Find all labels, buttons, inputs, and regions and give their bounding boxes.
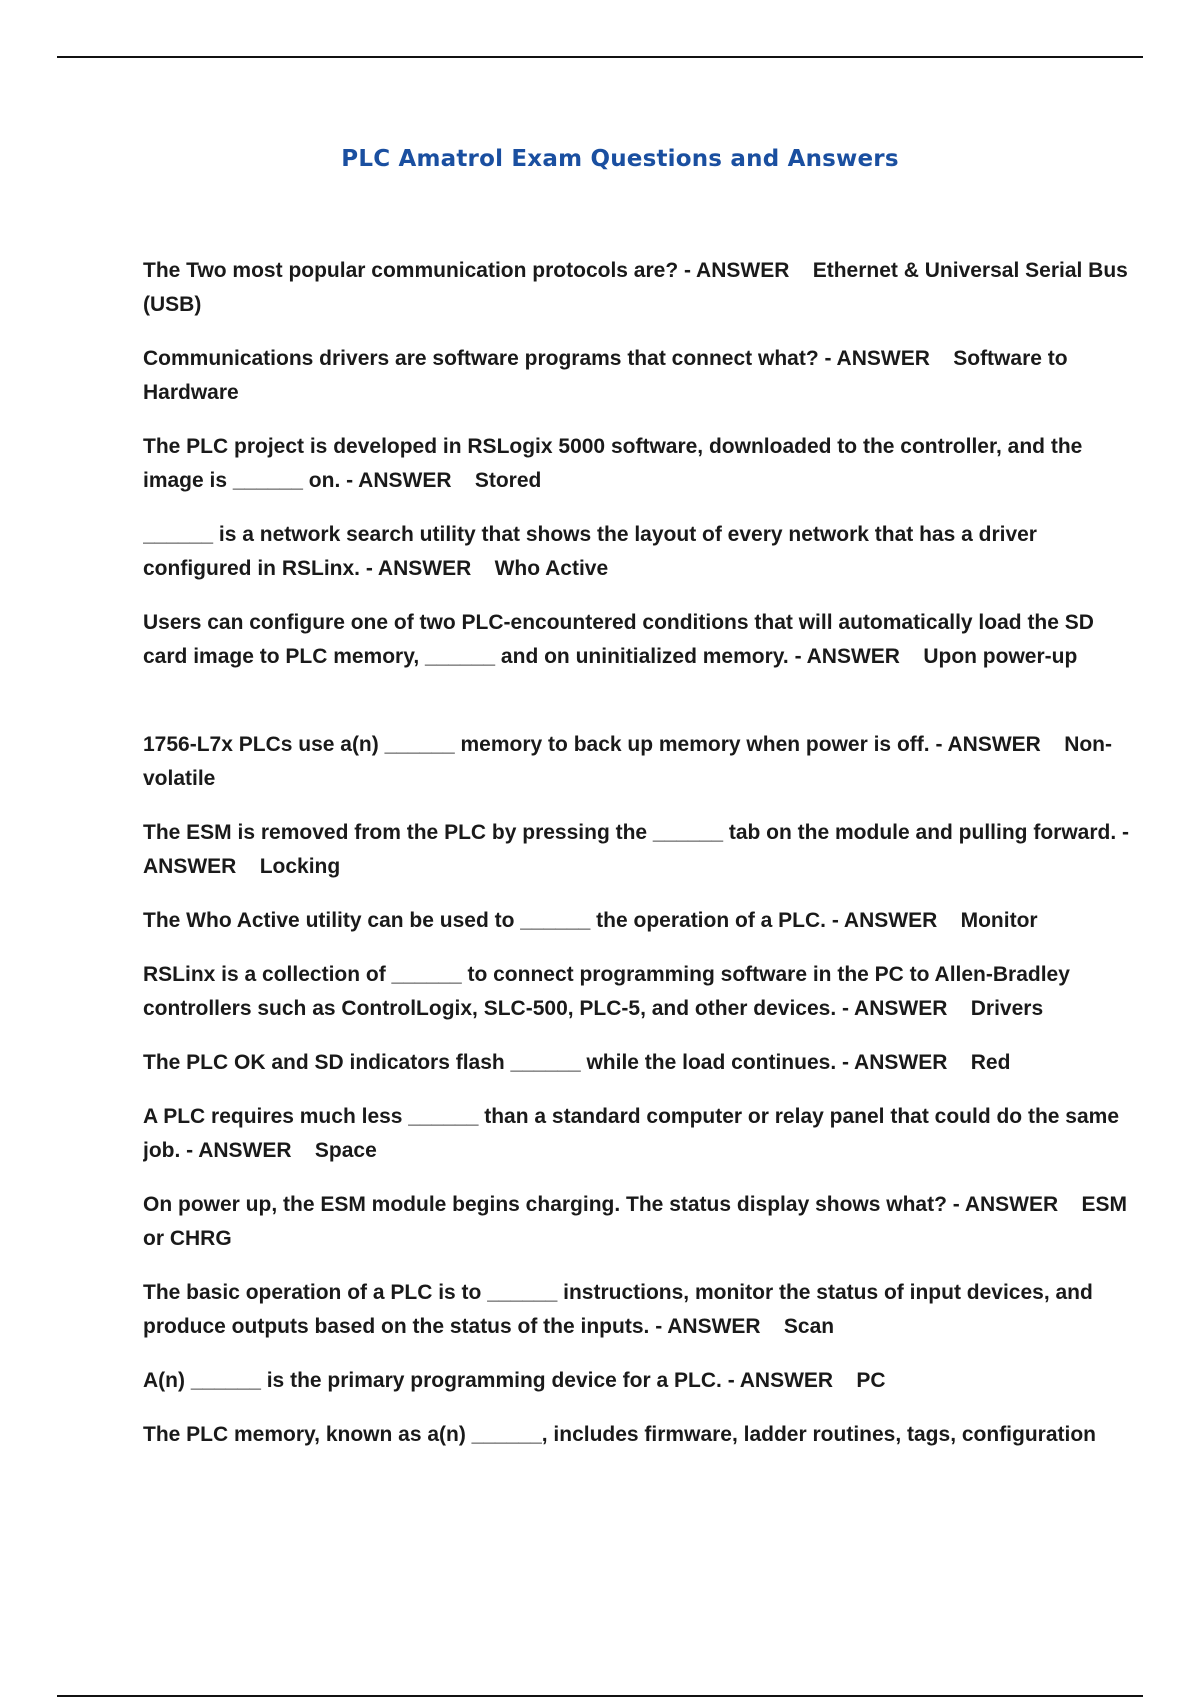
qa-item xyxy=(143,1276,1143,1364)
qa-item xyxy=(143,728,1143,816)
question-text: The basic operation of a PLC is to ______ instructions, monitor the status of input devices, and produce outputs based on the status of the inputs. xyxy=(143,1281,1093,1338)
question-text: The Who Active utility can be used to ______ the operation of a PLC. xyxy=(143,909,827,932)
question-text: The ESM is removed from the PLC by pressing the ______ tab on the module and pulling forward. xyxy=(143,821,1117,844)
answer-marker: - ANSWER xyxy=(842,997,948,1020)
answer-marker: - ANSWER xyxy=(794,645,900,668)
document-title: PLC Amatrol Exam Questions and Answers xyxy=(341,146,899,172)
answer-text: Space xyxy=(314,1139,377,1162)
qa-item xyxy=(143,342,1143,430)
answer-marker: - ANSWER xyxy=(935,733,1041,756)
answer-marker: - ANSWER xyxy=(831,909,938,932)
answer-text: Stored xyxy=(474,469,542,492)
question-text: Users can configure one of two PLC-encountered conditions that will automatically load the SD card image to PLC memory, ______ and on uninitialized memory. xyxy=(143,611,1094,668)
qa-item xyxy=(143,430,1143,518)
qa-item xyxy=(143,1418,1143,1458)
question-text: The PLC memory, known as a(n) ______, includes firmware, ladder routines, tags, configuration xyxy=(143,1423,1097,1446)
qa-item xyxy=(143,816,1143,904)
answer-text: PC xyxy=(856,1369,886,1392)
answer-text: Upon power-up xyxy=(923,645,1078,668)
answer-text: Red xyxy=(970,1051,1011,1074)
answer-text: Locking xyxy=(259,855,341,878)
answer-marker: - ANSWER xyxy=(727,1369,834,1392)
question-text: The PLC project is developed in RSLogix 5000 software, downloaded to the controller, and the image is ______ on. xyxy=(143,435,1083,492)
qa-item xyxy=(143,904,1143,958)
bottom-rule xyxy=(57,1695,1143,1697)
answer-text: Ethernet & Universal Serial Bus (USB) xyxy=(143,259,1128,316)
question-text: A(n) ______ is the primary programming device for a PLC. xyxy=(143,1369,722,1392)
answer-marker: - ANSWER xyxy=(365,557,472,580)
answer-text: Drivers xyxy=(970,997,1044,1020)
qa-item xyxy=(143,606,1143,728)
qa-item xyxy=(143,1046,1143,1100)
answer-marker: - ANSWER xyxy=(186,1139,292,1162)
qa-item xyxy=(143,1100,1143,1188)
top-rule xyxy=(57,56,1143,58)
answer-text: Non-volatile xyxy=(143,733,1113,790)
answer-marker: - ANSWER xyxy=(655,1315,761,1338)
question-text: Communications drivers are software programs that connect what? xyxy=(143,347,819,370)
question-text: 1756-L7x PLCs use a(n) ______ memory to back up memory when power is off. xyxy=(143,733,930,756)
answer-marker: - ANSWER xyxy=(346,469,452,492)
answer-text: ESM or CHRG xyxy=(143,1193,1128,1250)
answer-marker: - ANSWER xyxy=(684,259,790,282)
question-text: The PLC OK and SD indicators flash ______ while the load continues. xyxy=(143,1051,837,1074)
qa-list xyxy=(143,254,1143,1458)
question-text: A PLC requires much less ______ than a standard computer or relay panel that could do the same job. xyxy=(143,1105,1120,1162)
question-text: ______ is a network search utility that shows the layout of every network that has a driver configured in RSLinx. xyxy=(143,523,1037,580)
answer-marker: - ANSWER xyxy=(842,1051,948,1074)
qa-item xyxy=(143,1364,1143,1418)
question-text: On power up, the ESM module begins charging. The status display shows what? xyxy=(143,1193,947,1216)
answer-text: Monitor xyxy=(960,909,1038,932)
qa-item xyxy=(143,1188,1143,1276)
answer-text: Scan xyxy=(783,1315,835,1338)
answer-text: Software to Hardware xyxy=(143,347,1068,404)
question-text: RSLinx is a collection of ______ to connect programming software in the PC to Allen-Bradley controllers such as ControlLogix, SLC-500, PLC-5, and other devices. xyxy=(143,963,1070,1020)
answer-text: Who Active xyxy=(494,557,609,580)
qa-item xyxy=(143,958,1143,1046)
answer-marker: - ANSWER xyxy=(143,821,1130,878)
answer-marker: - ANSWER xyxy=(952,1193,1059,1216)
qa-item xyxy=(143,518,1143,606)
qa-item xyxy=(143,254,1143,342)
question-text: The Two most popular communication protocols are? xyxy=(143,259,679,282)
answer-marker: - ANSWER xyxy=(824,347,930,370)
